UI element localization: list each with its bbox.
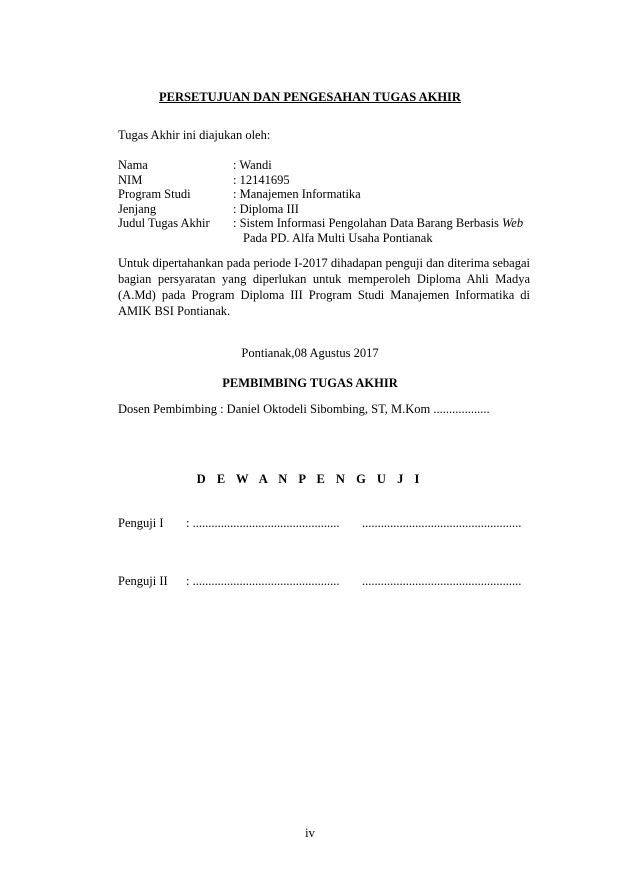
document-title: PERSETUJUAN DAN PENGESAHAN TUGAS AKHIR — [159, 90, 461, 104]
field-label-judul: Judul Tugas Akhir — [118, 216, 210, 230]
field-label-jenjang: Jenjang — [118, 202, 157, 216]
penguji-1-name-line: : ............................................... — [186, 516, 340, 530]
field-value-jenjang: : Diploma III — [233, 202, 299, 216]
field-value-program-studi: : Manajemen Informatika — [233, 187, 361, 201]
dewan-penguji-heading: D E W A N P E N G U J I — [196, 472, 424, 486]
field-value-nim: : 12141695 — [233, 173, 290, 187]
pembimbing-heading: PEMBIMBING TUGAS AKHIR — [222, 376, 398, 390]
intro-text: Tugas Akhir ini diajukan oleh: — [118, 128, 271, 142]
penguji-2-name-line: : ............................................... — [186, 574, 340, 588]
dosen-pembimbing-line: Dosen Pembimbing : Daniel Oktodeli Sibombing, ST, M.Kom .................. — [118, 402, 490, 416]
judul-web-italic: Web — [502, 216, 524, 230]
body-paragraph: Untuk dipertahankan pada periode I-2017 dihadapan penguji dan diterima sebagai bagian persyaratan yang diperlukan untuk memperoleh Diploma Ahli Madya (A.Md) pada Program Diploma III Program Studi Manajemen Informatika di AMIK BSI Pontianak. — [118, 256, 530, 318]
field-value-judul — [233, 216, 523, 231]
page-number: iv — [305, 826, 315, 840]
penguji-1-label: Penguji I — [118, 516, 164, 530]
penguji-2-label: Penguji II — [118, 574, 168, 588]
judul-line-2: Pada PD. Alfa Multi Usaha Pontianak — [243, 231, 433, 245]
field-label-nama: Nama — [118, 158, 148, 172]
penguji-2-sign-line: ................................................... — [362, 574, 522, 588]
field-value-nama: : Wandi — [233, 158, 272, 172]
field-label-nim: NIM — [118, 173, 143, 187]
judul-text: : Sistem Informasi Pengolahan Data Barang Berbasis — [233, 216, 499, 230]
penguji-1-sign-line: ................................................... — [362, 516, 522, 530]
field-label-program-studi: Program Studi — [118, 187, 191, 201]
date-line: Pontianak,08 Agustus 2017 — [241, 346, 379, 360]
